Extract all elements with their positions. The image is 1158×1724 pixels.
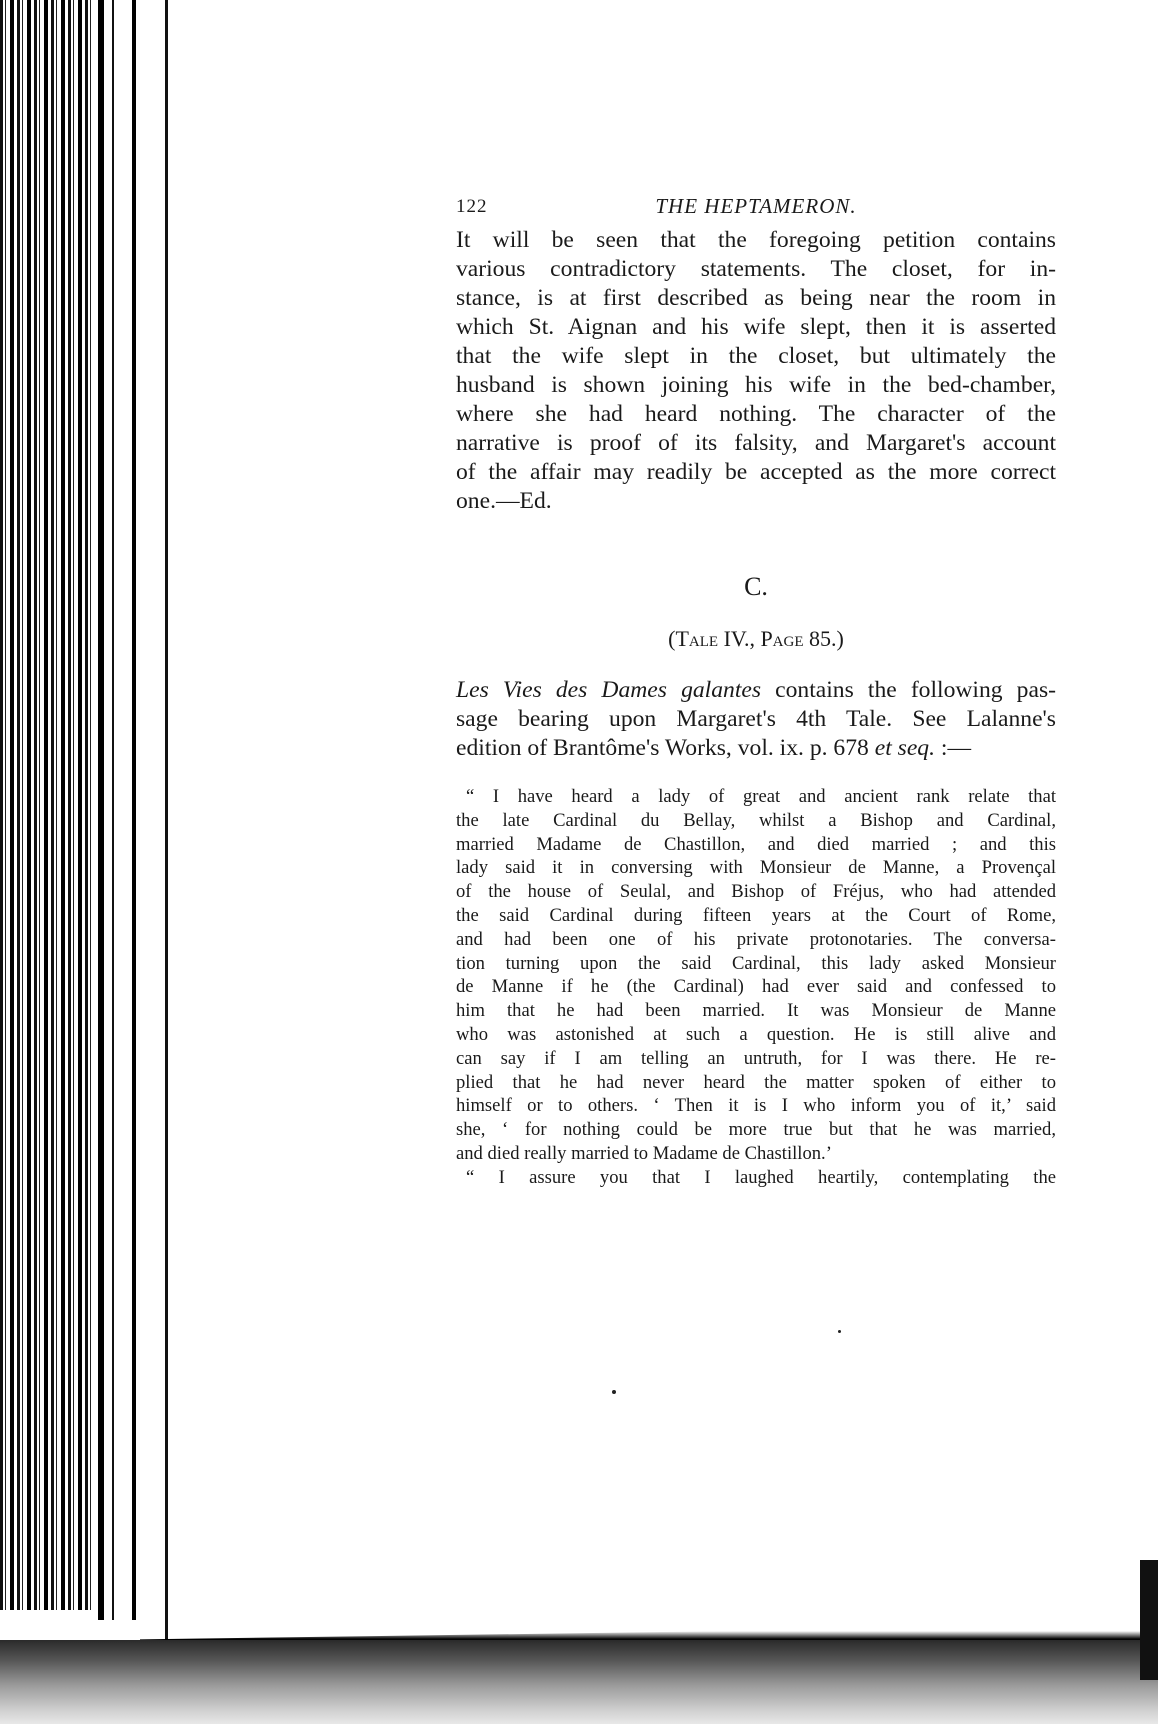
text-line: which St. Aignan and his wife slept, then it is asserted — [456, 314, 1056, 340]
text-fragment: et seq. — [874, 735, 935, 761]
paragraph-editor-note — [456, 226, 1056, 516]
quoted-passage — [456, 785, 1056, 1190]
text-line: that the wife slept in the closet, but ultimately the — [456, 343, 1056, 369]
text-line: various contradictory statements. The closet, for in- — [456, 256, 1056, 282]
text-line: husband is shown joining his wife in the bed-chamber, — [456, 372, 1056, 398]
text-fragment: contains the following pas- — [761, 677, 1056, 703]
scan-bottom-shadow — [0, 1640, 1158, 1724]
text-fragment: :— — [935, 735, 972, 761]
section-letter: C. — [744, 572, 768, 601]
book-title: Les Vies des Dames galantes — [456, 677, 762, 703]
running-head — [456, 190, 1056, 224]
quote-line: the late Cardinal du Bellay, whilst a Bishop and Cardinal, — [456, 809, 1056, 831]
book-binding-shadow — [92, 0, 162, 1620]
quote-line: “ I have heard a lady of great and ancient rank relate that — [466, 786, 1056, 807]
page-gutter-line — [165, 0, 168, 1660]
text-line: where she had heard nothing. The character of the — [456, 401, 1056, 427]
text-line — [456, 676, 1056, 705]
page-content — [456, 190, 1056, 1190]
quote-line: the said Cardinal during fifteen years at the Court of Rome, — [456, 904, 1056, 926]
text-line: of the affair may readily be accepted as the more correct — [456, 459, 1056, 485]
running-title: THE HEPTAMERON. — [655, 194, 857, 218]
quote-line: of the house of Seulal, and Bishop of Fréjus, who had attended — [456, 881, 1056, 903]
page-number: 122 — [456, 196, 488, 217]
text-line — [456, 734, 1056, 763]
quote-line: she, ‘ for nothing could be more true but that he was married, — [456, 1119, 1056, 1141]
paragraph-intro — [456, 676, 1056, 763]
section-reference: (Tale IV., Page 85.) — [668, 626, 844, 651]
quote-line: him that he had been married. It was Monsieur de Manne — [456, 1000, 1056, 1022]
text-line: narrative is proof of its falsity, and Margaret's account — [456, 430, 1056, 456]
speck — [612, 1390, 616, 1394]
quote-line: tion turning upon the said Cardinal, this lady asked Monsieur — [456, 952, 1056, 974]
quote-line: “ I assure you that I laughed heartily, contemplating the — [466, 1166, 1056, 1188]
text-line: one.—Ed. — [456, 488, 552, 514]
quote-line: can say if I am telling an untruth, for I was there. He re- — [456, 1047, 1056, 1069]
quote-line: lady said it in conversing with Monsieur de Manne, a Provençal — [456, 857, 1056, 879]
text-line: stance, is at first described as being near the room in — [456, 285, 1056, 311]
quote-line: who was astonished at such a question. He is still alive and — [456, 1023, 1056, 1045]
speck — [838, 1330, 841, 1333]
quote-line: and died really married to Madame de Chastillon.’ — [456, 1142, 832, 1164]
quote-line: and had been one of his private protonotaries. The conversa- — [456, 928, 1056, 950]
text-fragment: edition of Brantôme's Works, vol. ix. p. 678 — [456, 735, 875, 761]
quote-line: de Manne if he (the Cardinal) had ever said and confessed to — [456, 976, 1056, 998]
quote-line: himself or to others. ‘ Then it is I who inform you of it,’ said — [456, 1095, 1056, 1117]
quote-line: plied that he had never heard the matter spoken of either to — [456, 1071, 1056, 1093]
scan-right-mark — [1140, 1560, 1158, 1680]
quote-line: married Madame de Chastillon, and died married ; and this — [456, 833, 1056, 855]
text-line: It will be seen that the foregoing petition contains — [456, 227, 1056, 253]
text-line: sage bearing upon Margaret's 4th Tale. See Lalanne's — [456, 706, 1056, 732]
